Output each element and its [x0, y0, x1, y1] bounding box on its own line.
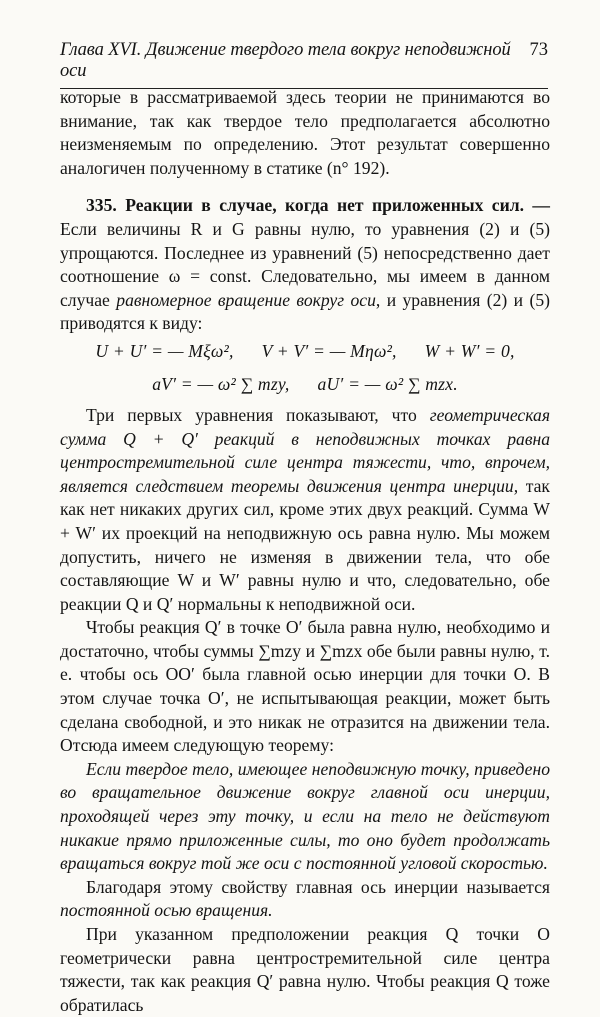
- chapter-title: Глава XVI. Движение твердого тела вокруг неподвижной оси: [60, 40, 511, 81]
- section-number: 335.: [86, 195, 117, 216]
- section-text-b: , и уравнения (2) и (5) приводятся к виду:: [60, 289, 550, 334]
- p3-text-emphasis: геометрическая сумма Q + Q′ реакций в неподвижных точках равна центростремительной силе центра тяжести, что, впрочем, является следствием теоремы движения центра инерции,: [60, 404, 550, 496]
- section-text-a: Если величины R и G равны нулю, то уравнения (2) и (5) упрощаются. Последнее из уравнений (5) непосредственно дает соотношение ω = const. Следовательно, мы имеем в данном случае: [60, 218, 550, 310]
- p3-text-b: так как нет никаких других сил, кроме этих двух реакций. Сумма W + W′ их проекций на неподвижную ось равна нулю. Мы можем допустить, ничего не изменяя в движении тела, что обе составляющие W и W′ равны нулю и что, следовательно, обе реакции Q и Q′ нормальны к неподвижной оси.: [60, 475, 550, 614]
- paragraph-permanent-axis: [60, 876, 550, 923]
- equation-av: aV′ = — ω² ∑ mzy,: [152, 373, 290, 394]
- theorem-text: Если твердое тело, имеющее неподвижную точку, приведено во вращательное движение вокруг главной оси инерции, проходящей через эту точку, и если на тело не действуют никакие прямо приложенные силы, то оно будет продолжать вращаться вокруг той же оси с постоянной угловой скоростью.: [60, 758, 550, 874]
- section-title: Реакции в случае, когда нет приложенных сил. —: [125, 195, 551, 216]
- p3-text-a: Три первых уравнения показывают, что: [86, 404, 430, 425]
- equation-w: W + W′ = 0,: [424, 340, 515, 361]
- section-text-emphasis: равномерное вращение вокруг оси: [116, 289, 376, 310]
- equation-line-1: [60, 338, 550, 365]
- equation-u: U + U′ = — Mξω²,: [95, 340, 234, 361]
- section-335: [60, 194, 550, 336]
- paragraph-final: При указанном предположении реакция Q точки O геометрически равна центростремительной силе центра тяжести, так как реакция Q′ равна нулю. Чтобы реакция Q тоже обратилась: [60, 924, 550, 1015]
- running-header: [60, 40, 548, 89]
- page-body: [60, 86, 550, 1017]
- paragraph-continuation: которые в рассматриваемой здесь теории не принимаются во внимание, так как твердое тело предполагается абсолютно неизменяемым по определению. Этот результат совершенно аналогичен полученному в статике (n° 192).: [60, 87, 550, 178]
- equation-line-2: [60, 371, 550, 398]
- equation-v: V + V′ = — Mηω²,: [261, 340, 397, 361]
- page-number: 73: [529, 40, 548, 60]
- p6-text-emphasis: постоянной осью вращения.: [60, 900, 273, 921]
- paragraph-reaction-zero: Чтобы реакция Q′ в точке O′ была равна нулю, необходимо и достаточно, чтобы суммы ∑mzy и ∑mzx обе были равны нулю, т. е. чтобы ось OO′ была главной осью инерции для точки O. В этом случае точка O′, не испытывающая реакции, может быть сделана свободной, и это никак не отразится на движении тела. Отсюда имеем следующую теорему:: [60, 617, 550, 756]
- p6-text-a: Благодаря этому свойству главная ось инерции называется: [86, 876, 550, 897]
- paragraph-three-equations: [60, 404, 550, 616]
- equation-au: aU′ = — ω² ∑ mzx.: [317, 373, 458, 394]
